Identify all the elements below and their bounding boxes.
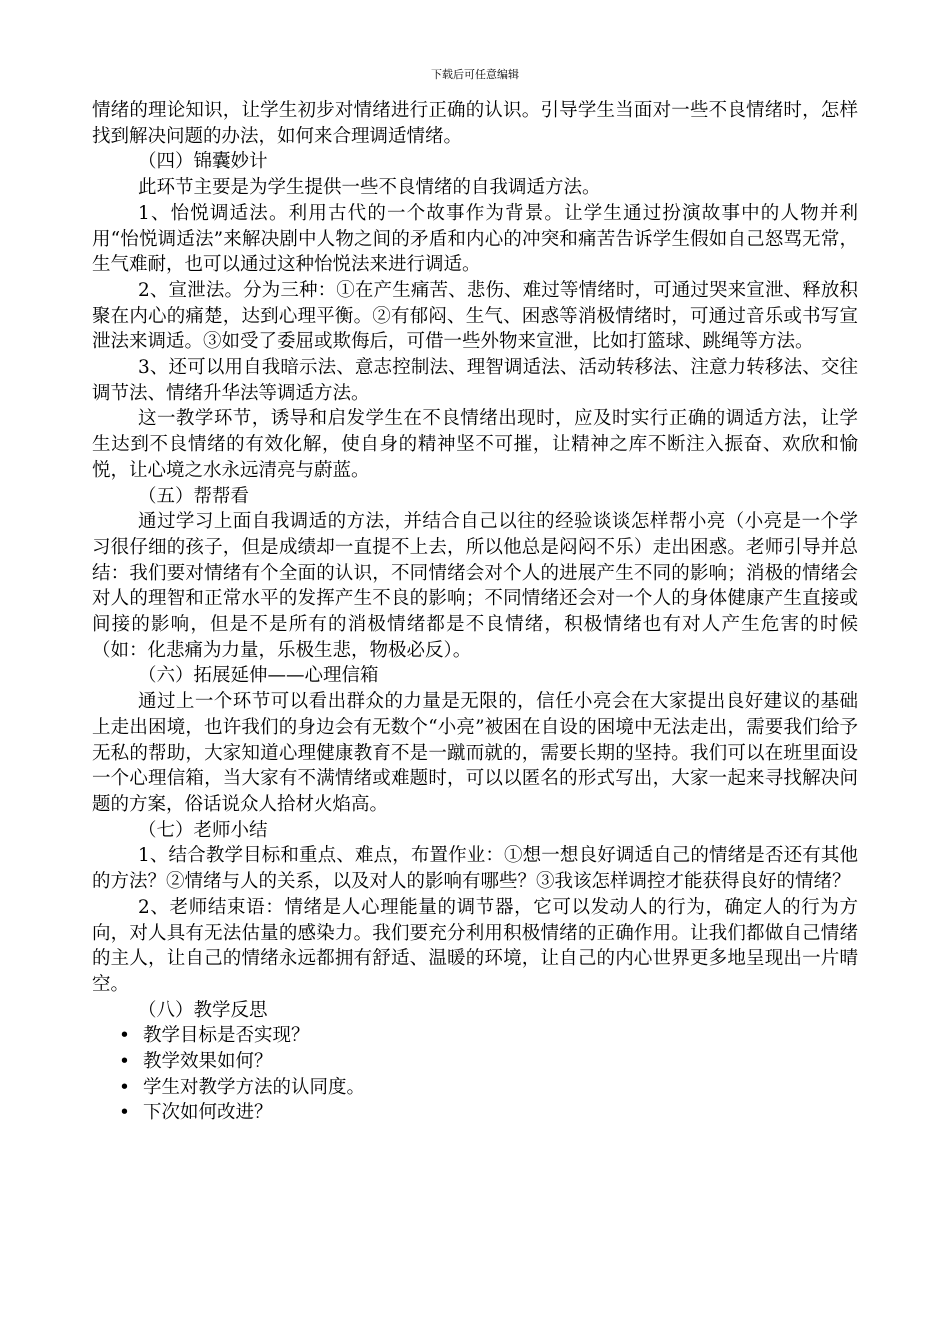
- bullet-icon: •: [119, 1102, 130, 1124]
- section-heading: （七）老师小结: [138, 819, 268, 841]
- bullet-icon: •: [119, 1025, 130, 1047]
- list-item: [92, 1049, 858, 1075]
- body-paragraph: 3、还可以用自我暗示法、意志控制法、理智调适法、活动转移法、注意力转移法、交往调节法、情绪升华法等调适方法。: [92, 357, 858, 404]
- body-paragraph: 1、怡悦调适法。利用古代的一个故事作为背景。让学生通过扮演故事中的人物并利用“怡悦调适法”来解决剧中人物之间的矛盾和内心的冲突和痛苦告诉学生假如自己怒骂无常，生气难耐，也可以通过这种怡悦法来进行调适。: [92, 202, 858, 276]
- bullet-icon: •: [119, 1051, 130, 1073]
- body-paragraph: 2、宣泄法。分为三种：①在产生痛苦、悲伤、难过等情绪时，可通过哭来宣泄、释放积聚在内心的痛楚，达到心理平衡。②有郁闷、生气、困惑等消极情绪时，可通过音乐或书写宣泄法来调适。③如受了委屈或欺侮后，可借一些外物来宣泄，比如打篮球、跳绳等方法。: [92, 279, 858, 353]
- list-item-text: 下次如何改进？: [143, 1102, 273, 1124]
- body-paragraph: 这一教学环节，诱导和启发学生在不良情绪出现时，应及时实行正确的调适方法，让学生达到不良情绪的有效化解，使自身的精神坚不可摧，让精神之库不断注入振奋、欢欣和愉悦，让心境之水永远清亮与蔚蓝。: [92, 408, 858, 481]
- section-heading: （五）帮帮看: [138, 485, 250, 507]
- reflection-list: [92, 1023, 858, 1126]
- list-item: [92, 1100, 858, 1126]
- document-body: [92, 98, 858, 1126]
- body-paragraph: 2、老师结束语：情绪是人心理能量的调节器，它可以发动人的行为，确定人的行为方向，对人具有无法估量的感染力。我们要充分利用积极情绪的正确作用。让我们都做自己情绪的主人，让自己的情绪永远都拥有舒适、温暖的环境，让自己的内心世界更多地呈现出一片晴空。: [92, 896, 858, 995]
- body-paragraph: 通过上一个环节可以看出群众的力量是无限的，信任小亮会在大家提出良好建议的基础上走出困境，也许我们的身边会有无数个“小亮”被困在自设的困境中无法走出，需要我们给予无私的帮助，大家知道心理健康教育不是一蹴而就的，需要长期的坚持。我们可以在班里面设一个心理信箱，当大家有不满情绪或难题时，可以以匿名的形式写出，大家一起来寻找解决问题的方案，俗话说众人拾材火焰高。: [92, 691, 858, 815]
- body-paragraph: 情绪的理论知识，让学生初步对情绪进行正确的认识。引导学生当面对一些不良情绪时，怎样找到解决问题的办法，如何来合理调适情绪。: [92, 100, 858, 147]
- page-header: 下载后可任意编辑: [431, 68, 519, 81]
- section-heading: （六）拓展延伸——心理信箱: [138, 665, 379, 687]
- list-item-text: 学生对教学方法的认同度。: [143, 1076, 366, 1098]
- list-item: [92, 1075, 858, 1101]
- bullet-icon: •: [119, 1076, 130, 1098]
- section-heading: （四）锦囊妙计: [138, 151, 268, 173]
- body-paragraph: 此环节主要是为学生提供一些不良情绪的自我调适方法。: [138, 177, 601, 199]
- section-heading: （八）教学反思: [138, 999, 268, 1021]
- body-paragraph: 通过学习上面自我调适的方法，并结合自己以往的经验谈谈怎样帮小亮（小亮是一个学习很仔细的孩子，但是成绩却一直提不上去，所以他总是闷闷不乐）走出困惑。老师引导并总结：我们要对情绪有个全面的认识，不同情绪会对个人的进展产生不同的影响；消极的情绪会对人的理智和正常水平的发挥产生不良的影响；不同情绪还会对一个人的身体健康产生直接或间接的影响，但是不是所有的消极情绪都是不良情绪，积极情绪也有对人产生危害的时候（如：化悲痛为力量，乐极生悲，物极必反）。: [92, 511, 858, 661]
- paragraph-list: [92, 98, 858, 1023]
- list-item: [92, 1023, 858, 1049]
- body-paragraph: 1、结合教学目标和重点、难点，布置作业：①想一想良好调适自己的情绪是否还有其他的方法？②情绪与人的关系，以及对人的影响有哪些？③我该怎样调控才能获得良好的情绪？: [92, 845, 858, 893]
- list-item-text: 教学效果如何？: [143, 1051, 273, 1073]
- list-item-text: 教学目标是否实现？: [143, 1025, 310, 1047]
